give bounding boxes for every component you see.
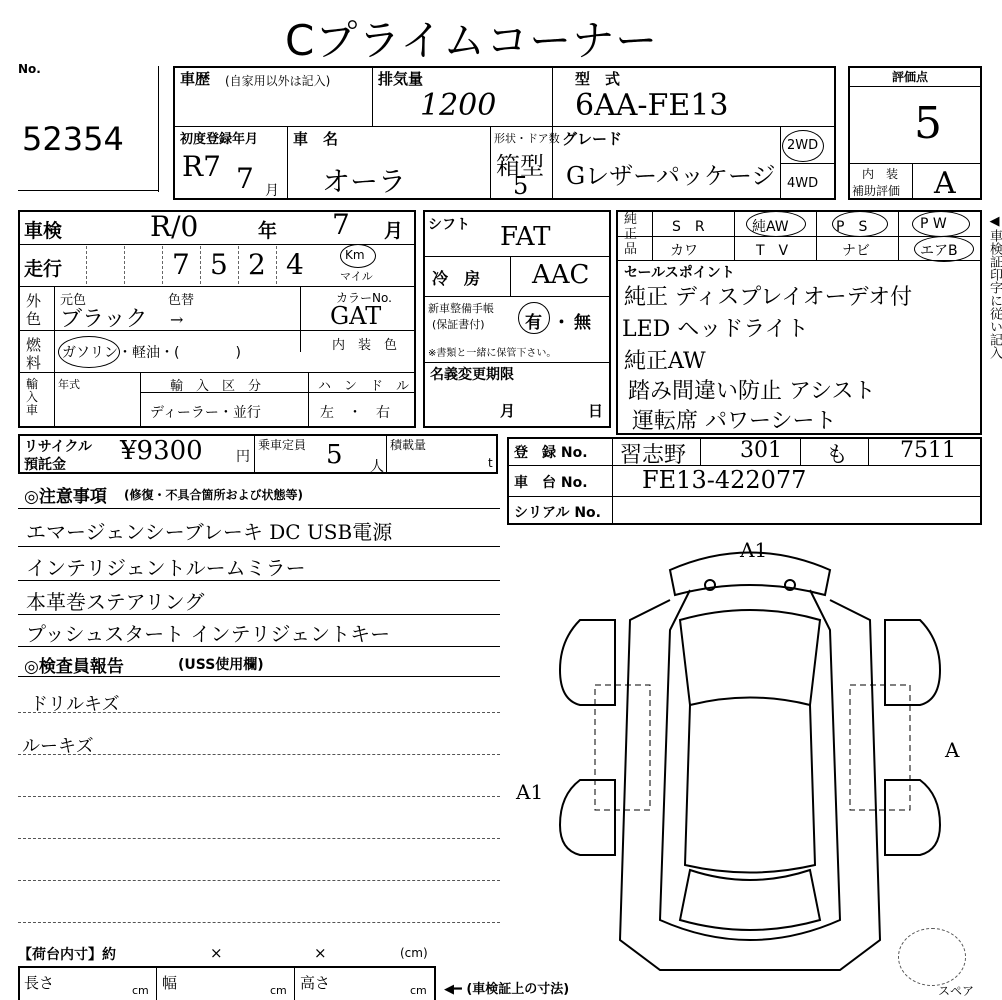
import-type-value: ディーラー・並行 xyxy=(150,405,261,421)
maintenance-note: ※書類と一緒に保管下さい。 xyxy=(428,348,557,359)
inspection-year-unit: 年 xyxy=(258,220,278,242)
car-name-value: オーラ xyxy=(322,165,407,198)
color-change-label: 色替 xyxy=(168,293,195,308)
cert-note: ◀━ (車検証上の寸法) xyxy=(444,982,570,997)
factory-aw: 純AW xyxy=(752,219,789,235)
reg-number: 7511 xyxy=(900,438,956,463)
serial-label: シリアル No. xyxy=(514,505,601,521)
sales-point-5: 運転席 パワーシート xyxy=(632,409,837,434)
factory-leather: カワ xyxy=(670,243,698,259)
first-reg-value: R7 xyxy=(182,150,221,183)
inspection-label: 車検 xyxy=(24,220,63,242)
inspector-subtitle: (USS使用欄) xyxy=(178,657,264,673)
shift-label: シフト xyxy=(428,217,470,233)
note-line-3: 本革巻ステアリング xyxy=(26,590,205,614)
load-unit: t xyxy=(488,456,493,470)
interior-score: A xyxy=(934,166,956,201)
sales-point-3: 純正AW xyxy=(624,349,706,374)
side-note: ◀車検証印字に従い記入 xyxy=(987,214,1002,359)
ac-label: 冷 房 xyxy=(432,269,481,288)
history-note: (自家用以外は記入) xyxy=(225,74,331,88)
body-type-label: 形状・ドア数 xyxy=(494,132,560,145)
model-label: 型 式 xyxy=(575,70,621,88)
cargo-width: 幅 xyxy=(162,974,178,992)
spare-tire-circle xyxy=(898,928,966,986)
cargo-length: 長さ xyxy=(24,974,55,992)
handle-value: 左 ・ 右 xyxy=(320,405,390,421)
handle-label: ハ ン ド ル xyxy=(318,379,410,394)
cargo-height-unit: cm xyxy=(410,984,427,997)
sales-point-4: 踏み間違い防止 アシスト xyxy=(628,379,876,404)
chassis-label: 車 台 No. xyxy=(514,475,588,491)
notes-subtitle: (修復・不具合箇所および状態等) xyxy=(124,488,303,502)
factory-ps: P S xyxy=(836,219,868,235)
displacement-value: 1200 xyxy=(420,88,497,123)
name-change-label: 名義変更期限 xyxy=(430,367,514,383)
sales-point-2: LED ヘッドライト xyxy=(622,317,809,342)
import-year-label: 年式 xyxy=(58,378,80,391)
cargo-height: 高さ xyxy=(300,974,331,992)
mileage-digit-4: 5 xyxy=(210,248,228,281)
mileage-digit-6: 4 xyxy=(286,248,304,281)
cargo-length-unit: cm xyxy=(132,984,149,997)
inspection-year: R/0 xyxy=(150,210,199,243)
drive-4wd: 4WD xyxy=(787,176,819,191)
factory-airbag: エアB xyxy=(920,243,958,259)
recycle-value: ¥9300 xyxy=(120,436,203,466)
inspection-month-unit: 月 xyxy=(384,220,404,242)
body-type-value: 箱型 xyxy=(496,152,544,180)
cargo-title: 【荷台内寸】約 xyxy=(18,947,116,963)
capacity-unit: 人 xyxy=(370,459,384,475)
factory-label: 純正品 xyxy=(624,212,638,257)
recycle-unit: 円 xyxy=(236,449,250,465)
aux-score-label: 補助評価 xyxy=(852,184,901,198)
fuel-label-2: 料 xyxy=(26,354,42,372)
cargo-x2: × xyxy=(314,944,327,962)
cargo-x1: × xyxy=(210,944,223,962)
note-line-1: エマージェンシーブレーキ DC USB電源 xyxy=(26,520,393,544)
notes-title: ◎注意事項 xyxy=(24,487,107,507)
sales-point-1: 純正 ディスプレイオーデオ付 xyxy=(624,285,913,310)
car-name-label: 車 名 xyxy=(293,130,339,148)
maintenance-sublabel: (保証書付) xyxy=(432,318,485,331)
cargo-dimensions xyxy=(18,966,436,1000)
maintenance-label: 新車整備手帳 xyxy=(428,302,494,315)
first-reg-month: 7 xyxy=(236,162,254,195)
history-label: 車歴 xyxy=(180,70,211,88)
inspector-line-2: ルーキズ xyxy=(22,736,94,757)
damage-mark-right: A xyxy=(945,738,960,762)
capacity-label: 乗車定員 xyxy=(258,438,307,452)
displacement-label: 排気量 xyxy=(378,70,424,88)
load-label: 積載量 xyxy=(390,438,427,452)
score-label: 評価点 xyxy=(892,70,929,84)
orig-color-value: ブラック xyxy=(60,307,148,332)
cargo-width-unit: cm xyxy=(270,984,287,997)
fuel-label-1: 燃 xyxy=(26,336,42,354)
mileage-digit-5: 2 xyxy=(248,248,266,281)
drive-2wd: 2WD xyxy=(787,138,819,153)
factory-navi: ナビ xyxy=(842,243,870,259)
maintenance-yes: 有 xyxy=(525,313,542,333)
interior-color-label: 内 装 色 xyxy=(332,338,398,353)
ac-value: AAC xyxy=(532,260,590,290)
reg-kana: も xyxy=(826,443,849,468)
orig-color-label: 元色 xyxy=(60,293,87,308)
mileage-label: 走行 xyxy=(24,258,63,280)
recycle-label: リサイクル xyxy=(24,439,93,455)
mileage-unit-mile: マイル xyxy=(340,270,373,283)
note-line-2: インテリジェントルームミラー xyxy=(26,556,306,580)
factory-tv: T V xyxy=(756,243,789,259)
mileage-unit-km: Km xyxy=(345,248,365,262)
maintenance-no: 無 xyxy=(574,313,591,333)
exterior-color-label-1: 外 xyxy=(26,292,42,310)
cargo-unit: (cm) xyxy=(400,946,428,960)
grade-label: グレード xyxy=(562,130,623,148)
damage-mark-front: A1 xyxy=(740,538,768,562)
capacity-value: 5 xyxy=(326,440,343,470)
exterior-color-label-2: 色 xyxy=(26,310,42,328)
color-arrow: → xyxy=(170,310,184,329)
lot-number: 52354 xyxy=(22,120,124,158)
first-reg-label: 初度登録年月 xyxy=(180,132,259,147)
damage-mark-left: A1 xyxy=(516,780,544,804)
maintenance-dot: ・ xyxy=(553,313,570,333)
inspection-month: 7 xyxy=(332,208,350,241)
reg-class: 301 xyxy=(740,438,782,463)
reg-label: 登 録 No. xyxy=(514,445,588,461)
shift-value: FAT xyxy=(500,222,551,252)
door-count: 5 xyxy=(513,172,529,200)
first-reg-month-unit: 月 xyxy=(265,183,279,199)
fuel-options: ガソリン・軽油・( ) xyxy=(62,345,241,361)
sales-points-label: セールスポイント xyxy=(624,265,735,281)
import-label: 輸入車 xyxy=(26,377,39,417)
import-type-label: 輸 入 区 分 xyxy=(170,379,262,394)
mileage-digit-3: 7 xyxy=(172,248,190,281)
factory-pw: P W xyxy=(920,216,947,232)
model-value: 6AA-FE13 xyxy=(575,88,729,123)
grade-value: Gレザーパッケージ xyxy=(566,162,776,190)
page-title: Cプライムコーナー xyxy=(285,16,659,65)
chassis-value: FE13-422077 xyxy=(642,466,807,494)
recycle-sublabel: 預託金 xyxy=(24,457,66,473)
factory-sr: S R xyxy=(672,219,705,235)
color-code-label: カラーNo. xyxy=(336,291,392,305)
inspector-line-1: ドリルキズ xyxy=(30,694,120,715)
interior-label: 内 装 xyxy=(862,167,899,181)
color-code-value: GAT xyxy=(330,302,382,330)
reg-area: 習志野 xyxy=(620,443,687,468)
inspector-title: ◎検査員報告 xyxy=(24,657,124,677)
name-change-month: 月 xyxy=(500,402,516,420)
spare-label: スペア xyxy=(938,984,975,998)
note-line-4: プッシュスタート インテリジェントキー xyxy=(26,622,391,646)
car-damage-diagram xyxy=(540,540,980,990)
score-value: 5 xyxy=(914,98,942,149)
name-change-day: 日 xyxy=(588,402,604,420)
lot-label: No. xyxy=(18,62,41,76)
